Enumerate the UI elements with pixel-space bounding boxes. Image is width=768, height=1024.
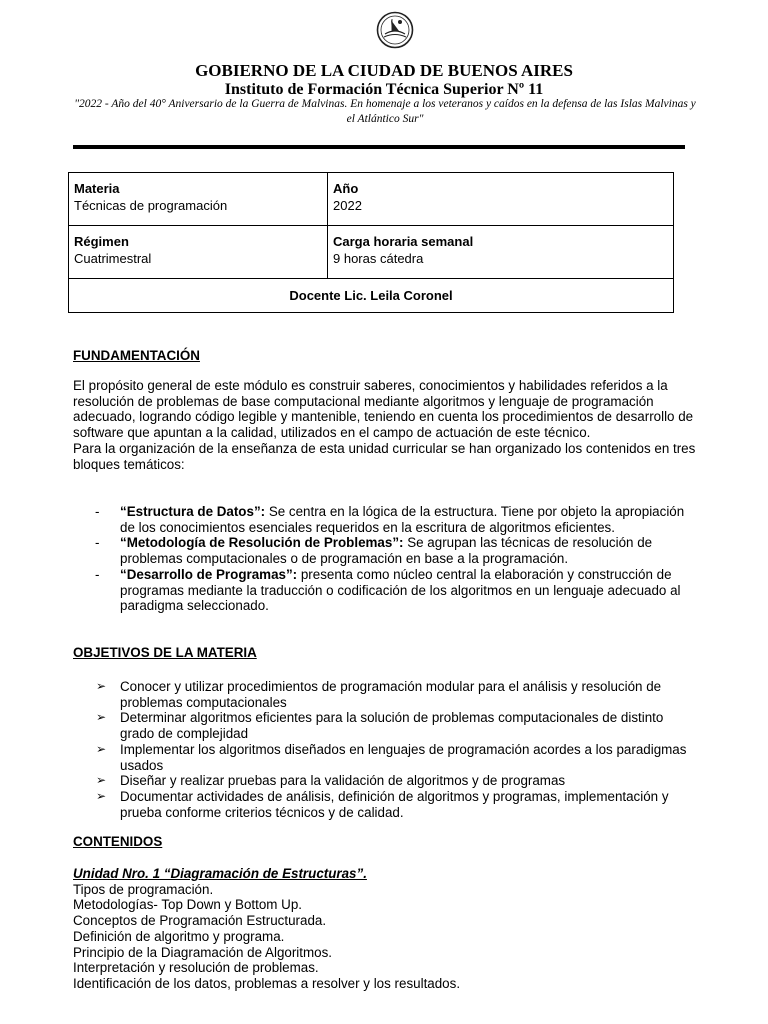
fundamentacion-paragraph-1: El propósito general de este módulo es construir saberes, conocimientos y habilidades referidos a la resolución de problemas de base computacional mediante algoritmos y lenguaje de programación adecuado, logrando código legible y mantenible, teniendo en cuenta los procedimientos de desarrollo de software que apuntan a la calidad, utilizados en el campo de actuación de este técnico. bbox=[73, 378, 694, 441]
unit-title: Unidad Nro. 1 “Diagramación de Estructuras”. bbox=[73, 866, 367, 881]
list-item: Conceptos de Programación Estructurada. bbox=[73, 913, 327, 929]
dash-bullet: - bbox=[95, 535, 100, 551]
list-item: Metodologías- Top Down y Bottom Up. bbox=[73, 897, 302, 913]
materia-label: Materia bbox=[74, 181, 120, 196]
city-emblem-logo bbox=[376, 11, 414, 49]
list-item: ➢ Conocer y utilizar procedimientos de programación modular para el análisis y resolución de problemas computacionales bbox=[96, 679, 662, 710]
fundamentacion-section bbox=[73, 378, 698, 472]
course-info-table bbox=[68, 172, 674, 313]
list-item: Principio de la Diagramación de Algoritmos. bbox=[73, 944, 333, 960]
list-item: Definición de algoritmo y programa. bbox=[73, 928, 285, 944]
anio-value: 2022 bbox=[333, 198, 362, 213]
fundamentacion-heading: FUNDAMENTACIÓN bbox=[73, 348, 200, 363]
objetivos-heading: OBJETIVOS DE LA MATERIA bbox=[73, 645, 257, 660]
list-item bbox=[73, 567, 698, 614]
anio-label: Año bbox=[333, 181, 359, 196]
regimen-value: Cuatrimestral bbox=[74, 251, 152, 266]
contenidos-section bbox=[73, 866, 698, 992]
arrow-bullet-icon: ➢ bbox=[96, 679, 107, 693]
list-item: Interpretación y resolución de problemas. bbox=[73, 960, 319, 976]
motto-text: "2022 - Año del 40° Aniversario de la Guerra de Malvinas. En homenaje a los veteranos y caídos en la defensa de las Islas Malvinas y el Atlántico Sur" bbox=[74, 98, 696, 125]
block-title: “Metodología de Resolución de Problemas”: bbox=[120, 535, 404, 551]
block-title: “Estructura de Datos”: bbox=[120, 504, 266, 519]
list-item: Identificación de los datos, problemas a resolver y los resultados. bbox=[73, 975, 461, 991]
block-text: Se agrupan las técnicas de resolución de problemas computacionales o de programación en base a la programación. bbox=[120, 535, 653, 567]
block-text: Se centra en la lógica de la estructura. Tiene por objeto la apropiación de los conocimientos esenciales requeridos en la escritura de algoritmos eficientes. bbox=[120, 504, 685, 535]
arrow-bullet-icon: ➢ bbox=[96, 741, 107, 756]
thematic-blocks bbox=[73, 504, 698, 614]
list-item: Tipos de programación. bbox=[73, 881, 214, 897]
list-item: ➢ Determinar algoritmos eficientes para la solución de problemas computacionales de distinto grado de complejidad bbox=[96, 710, 664, 742]
list-item bbox=[73, 504, 698, 535]
objetivos-list bbox=[73, 679, 698, 820]
carga-label: Carga horaria semanal bbox=[333, 234, 474, 249]
materia-cell bbox=[69, 173, 328, 226]
block-text: presenta como núcleo central la elaboración y construcción de programas mediante la traducción o codificación de los algoritmos en un lenguaje adecuado al paradigma seleccionado. bbox=[120, 566, 681, 614]
fundamentacion-paragraph-2: Para la organización de la enseñanza de esta unidad curricular se han organizado los contenidos en tres bloques temáticos: bbox=[73, 440, 696, 472]
list-item: ➢ Implementar los algoritmos diseñados en lenguajes de programación acordes a los paradigmas usados bbox=[96, 741, 687, 773]
list-item bbox=[73, 535, 698, 566]
carga-cell bbox=[328, 226, 674, 279]
carga-value: 9 horas cátedra bbox=[333, 251, 424, 266]
arrow-bullet-icon: ➢ bbox=[96, 773, 107, 788]
list-item: ➢ Documentar actividades de análisis, definición de algoritmos y programas, implementación y prueba conforme criterios técnicos y de calidad. bbox=[96, 788, 669, 820]
list-item: ➢ Diseñar y realizar pruebas para la validación de algoritmos y de programas bbox=[96, 773, 566, 789]
docente-cell: Docente Lic. Leila Coronel bbox=[69, 279, 674, 313]
arrow-bullet-icon: ➢ bbox=[96, 788, 107, 803]
materia-value: Técnicas de programación bbox=[74, 198, 228, 213]
arrow-bullet-icon: ➢ bbox=[96, 710, 107, 725]
dash-bullet: - bbox=[95, 566, 100, 582]
regimen-label: Régimen bbox=[74, 234, 129, 249]
block-title: “Desarrollo de Programas”: bbox=[120, 566, 298, 582]
dash-bullet: - bbox=[95, 504, 100, 519]
anio-cell bbox=[328, 173, 674, 226]
contenidos-heading: CONTENIDOS bbox=[73, 834, 163, 849]
regimen-cell bbox=[69, 226, 328, 279]
government-title: GOBIERNO DE LA CIUDAD DE BUENOS AIRES bbox=[195, 61, 573, 80]
header-divider bbox=[73, 145, 685, 149]
institute-title: Instituto de Formación Técnica Superior Nº 11 bbox=[224, 81, 544, 98]
